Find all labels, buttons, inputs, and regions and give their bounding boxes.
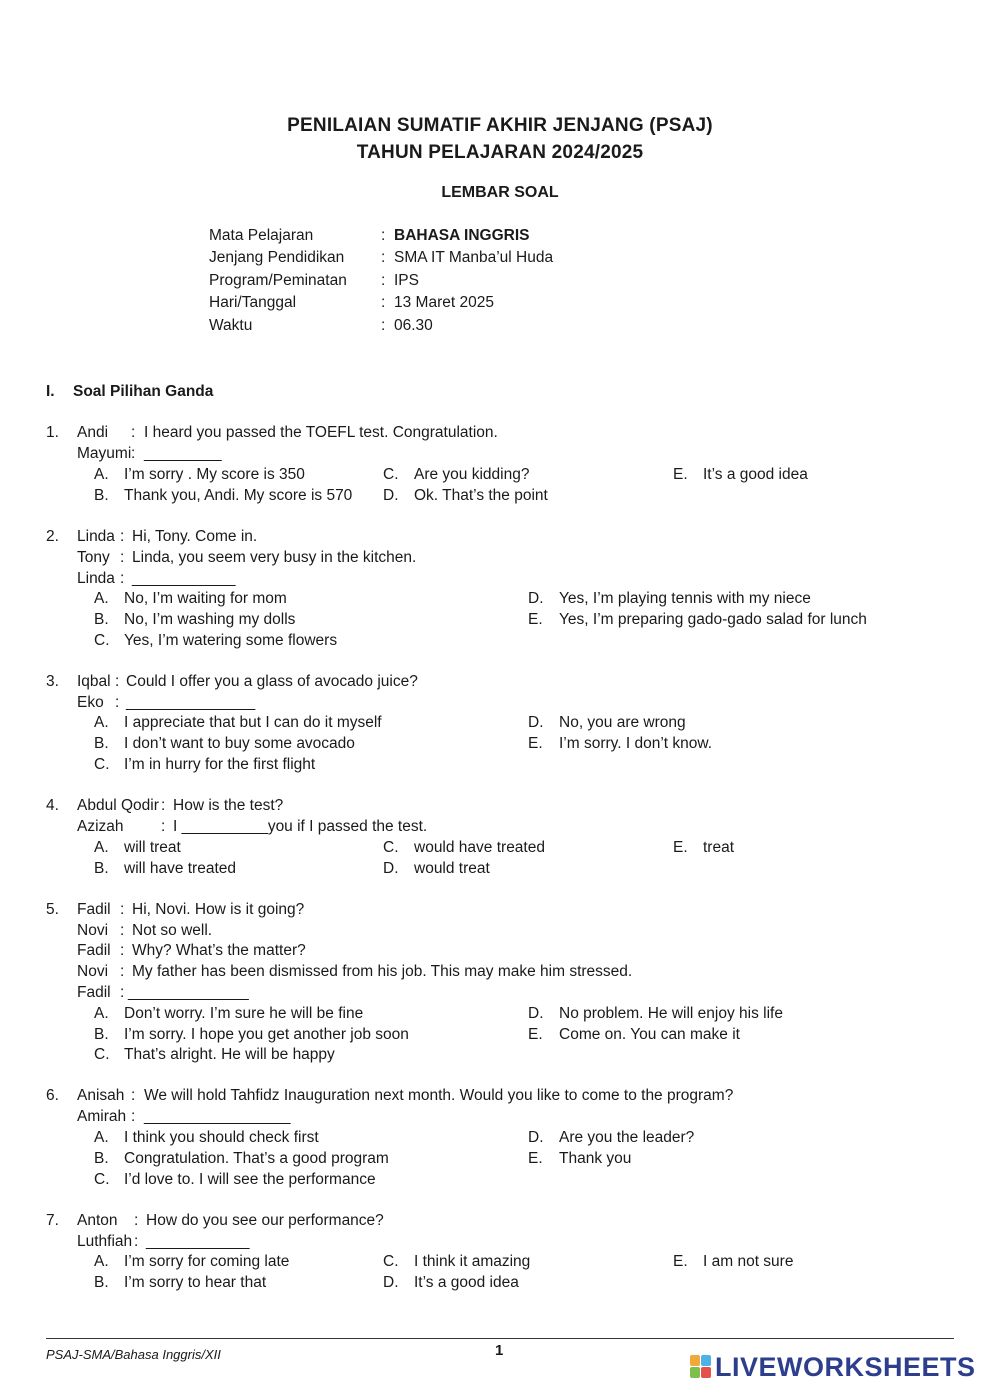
speaker: Tony	[77, 549, 110, 566]
speaker: Linda	[77, 528, 115, 545]
dialog-line: Why? What’s the matter?	[132, 942, 306, 959]
option-letter[interactable]: E.	[673, 1253, 688, 1270]
section-number: I.	[46, 383, 55, 400]
option-letter[interactable]: B.	[94, 1026, 109, 1043]
option-text[interactable]: I’m in hurry for the first flight	[124, 756, 316, 773]
option-letter[interactable]: A.	[94, 714, 109, 731]
dialog-colon: :	[120, 549, 125, 566]
info-colon: :	[381, 294, 386, 311]
dialog-line-with-blank[interactable]: I __________you if I passed the test.	[173, 818, 428, 835]
speaker: Fadil	[77, 942, 111, 959]
option-text[interactable]: Are you the leader?	[559, 1129, 695, 1146]
speaker: Luthfiah	[77, 1233, 133, 1250]
logo-text: LIVEWORKSHEETS	[715, 1352, 976, 1382]
dialog-line: I heard you passed the TOEFL test. Congratulation.	[144, 424, 498, 441]
question-number: 2.	[46, 528, 59, 545]
speaker: Novi	[77, 922, 109, 939]
dialog-colon: :	[131, 445, 136, 462]
dialog-colon: :	[134, 1212, 139, 1229]
info-label: Hari/Tanggal	[209, 294, 297, 311]
dialog-colon: :	[120, 901, 125, 918]
document-year: TAHUN PELAJARAN 2024/2025	[356, 142, 644, 163]
option-letter[interactable]: C.	[383, 1253, 399, 1270]
option-text[interactable]: Congratulation. That’s a good program	[124, 1150, 389, 1167]
question-number: 7.	[46, 1212, 59, 1229]
answer-blank[interactable]: ______________	[128, 984, 249, 1001]
info-colon: :	[381, 249, 386, 266]
option-letter[interactable]: C.	[94, 756, 110, 773]
footer-divider	[46, 1338, 954, 1339]
logo-square-red	[701, 1367, 711, 1378]
dialog-line: Hi, Tony. Come in.	[132, 528, 258, 545]
dialog-colon: :	[120, 984, 125, 1001]
speaker: Iqbal	[77, 673, 111, 690]
option-letter[interactable]: E.	[528, 611, 543, 628]
dialog-line: We will hold Tahfidz Inauguration next month. Would you like to come to the program?	[144, 1087, 734, 1104]
info-label: Jenjang Pendidikan	[209, 249, 345, 266]
option-text[interactable]: No, you are wrong	[559, 714, 686, 731]
speaker: Mayumi	[77, 445, 132, 462]
option-text[interactable]: Yes, I’m watering some flowers	[124, 632, 338, 649]
liveworksheets-logo[interactable]	[690, 1352, 976, 1383]
question-number: 1.	[46, 424, 59, 441]
option-letter[interactable]: B.	[94, 1274, 109, 1291]
answer-blank[interactable]: ____________	[146, 1233, 250, 1250]
info-colon: :	[381, 317, 386, 334]
info-colon: :	[381, 272, 386, 289]
dialog-colon: :	[115, 673, 120, 690]
option-text[interactable]: I am not sure	[703, 1253, 794, 1270]
option-letter[interactable]: C.	[383, 466, 399, 483]
option-letter[interactable]: B.	[94, 860, 109, 877]
speaker: Fadil	[77, 901, 111, 918]
document-subtitle: LEMBAR SOAL	[441, 184, 559, 201]
option-letter[interactable]: D.	[383, 1274, 399, 1291]
option-letter[interactable]: B.	[94, 487, 109, 504]
option-letter[interactable]: A.	[94, 1253, 109, 1270]
option-text[interactable]: I appreciate that but I can do it myself	[124, 714, 382, 731]
option-letter[interactable]: B.	[94, 735, 109, 752]
option-letter[interactable]: E.	[528, 1150, 543, 1167]
dialog-colon: :	[115, 694, 120, 711]
section-title: Soal Pilihan Ganda	[73, 383, 214, 400]
option-text[interactable]: I think you should check first	[124, 1129, 319, 1146]
option-letter[interactable]: A.	[94, 590, 109, 607]
option-text[interactable]: No, I’m washing my dolls	[124, 611, 296, 628]
option-letter[interactable]: B.	[94, 1150, 109, 1167]
dialog-colon: :	[134, 1233, 139, 1250]
option-letter[interactable]: E.	[673, 839, 688, 856]
option-text[interactable]: Thank you, Andi. My score is 570	[124, 487, 353, 504]
speaker: Eko	[77, 694, 104, 711]
speaker: Andi	[77, 424, 109, 441]
option-text[interactable]: No, I’m waiting for mom	[124, 590, 287, 607]
dialog-colon: :	[131, 424, 136, 441]
dialog-colon: :	[120, 570, 125, 587]
option-letter[interactable]: A.	[94, 466, 109, 483]
option-text[interactable]: would treat	[414, 860, 490, 877]
option-letter[interactable]: D.	[528, 1129, 544, 1146]
option-text[interactable]: Yes, I’m preparing gado-gado salad for lunch	[559, 611, 867, 628]
option-text[interactable]: Don’t worry. I’m sure he will be fine	[124, 1005, 364, 1022]
document-title: PENILAIAN SUMATIF AKHIR JENJANG (PSAJ)	[287, 115, 713, 136]
option-text[interactable]: would have treated	[414, 839, 545, 856]
logo-mark-icon	[690, 1355, 712, 1379]
dialog-line: My father has been dismissed from his job. This may make him stressed.	[132, 963, 633, 980]
option-text[interactable]: I don’t want to buy some avocado	[124, 735, 355, 752]
option-letter[interactable]: A.	[94, 1129, 109, 1146]
speaker: Anton	[77, 1212, 118, 1229]
dialog-colon: :	[161, 797, 166, 814]
dialog-line: Hi, Novi. How is it going?	[132, 901, 305, 918]
answer-blank[interactable]: _______________	[126, 694, 256, 711]
dialog-colon: :	[161, 818, 166, 835]
option-text[interactable]: It’s a good idea	[414, 1274, 519, 1291]
question-number: 3.	[46, 673, 59, 690]
dialog-line: Not so well.	[132, 922, 213, 939]
option-letter[interactable]: D.	[383, 487, 399, 504]
page-number: 1	[495, 1342, 504, 1359]
question-number: 5.	[46, 901, 59, 918]
dialog-line: How is the test?	[173, 797, 284, 814]
speaker: Abdul Qodir	[77, 797, 159, 814]
option-text[interactable]: I’m sorry. I don’t know.	[559, 735, 713, 752]
option-text[interactable]: That’s alright. He will be happy	[124, 1046, 335, 1063]
info-value: 06.30	[394, 317, 433, 334]
option-letter[interactable]: A.	[94, 839, 109, 856]
option-text[interactable]: No problem. He will enjoy his life	[559, 1005, 783, 1022]
option-letter[interactable]: D.	[528, 1005, 544, 1022]
option-text[interactable]: I’m sorry for coming late	[124, 1253, 290, 1270]
answer-blank[interactable]: _________	[144, 445, 222, 462]
option-text[interactable]: will have treated	[124, 860, 237, 877]
option-letter[interactable]: B.	[94, 611, 109, 628]
option-text[interactable]: Ok. That’s the point	[414, 487, 548, 504]
dialog-colon: :	[120, 922, 125, 939]
option-text[interactable]: I’d love to. I will see the performance	[124, 1171, 376, 1188]
info-value: IPS	[394, 272, 419, 289]
speaker: Novi	[77, 963, 109, 980]
option-text[interactable]: will treat	[124, 839, 181, 856]
option-letter[interactable]: D.	[528, 714, 544, 731]
dialog-line: Linda, you seem very busy in the kitchen.	[132, 549, 417, 566]
speaker: Linda	[77, 570, 115, 587]
option-text[interactable]: Thank you	[559, 1150, 632, 1167]
answer-blank[interactable]: ____________	[132, 570, 236, 587]
speaker: Amirah	[77, 1108, 127, 1125]
option-letter[interactable]: D.	[528, 590, 544, 607]
option-letter[interactable]: E.	[528, 735, 543, 752]
info-label: Mata Pelajaran	[209, 227, 314, 244]
option-text[interactable]: I’m sorry . My score is 350	[124, 466, 305, 483]
dialog-colon: :	[120, 963, 125, 980]
dialog-line: How do you see our performance?	[146, 1212, 384, 1229]
dialog-colon: :	[120, 528, 125, 545]
option-text[interactable]: Yes, I’m playing tennis with my niece	[559, 590, 811, 607]
speaker: Fadil	[77, 984, 111, 1001]
option-text[interactable]: I’m sorry to hear that	[124, 1274, 267, 1291]
option-text[interactable]: I think it amazing	[414, 1253, 531, 1270]
info-value-subject: BAHASA INGGRIS	[394, 227, 530, 244]
answer-blank[interactable]: _________________	[144, 1108, 291, 1125]
dialog-colon: :	[131, 1108, 136, 1125]
option-letter[interactable]: C.	[94, 1046, 110, 1063]
option-letter[interactable]: E.	[673, 466, 688, 483]
option-text[interactable]: Are you kidding?	[414, 466, 530, 483]
logo-square-blue	[701, 1355, 711, 1366]
dialog-colon: :	[131, 1087, 136, 1104]
speaker: Azizah	[77, 818, 124, 835]
logo-square-orange	[690, 1355, 700, 1366]
option-letter[interactable]: C.	[383, 839, 399, 856]
dialog-line: Could I offer you a glass of avocado juice?	[126, 673, 418, 690]
question-number: 4.	[46, 797, 59, 814]
info-label: Program/Peminatan	[209, 272, 347, 289]
question-number: 6.	[46, 1087, 59, 1104]
option-letter[interactable]: D.	[383, 860, 399, 877]
footer-doc-code: PSAJ-SMA/Bahasa Inggris/XII	[46, 1347, 221, 1362]
option-letter[interactable]: E.	[528, 1026, 543, 1043]
option-text[interactable]: Come on. You can make it	[559, 1026, 740, 1043]
info-label: Waktu	[209, 317, 253, 334]
option-letter[interactable]: C.	[94, 632, 110, 649]
option-letter[interactable]: C.	[94, 1171, 110, 1188]
speaker: Anisah	[77, 1087, 125, 1104]
option-text[interactable]: treat	[703, 839, 735, 856]
dialog-colon: :	[120, 942, 125, 959]
option-letter[interactable]: A.	[94, 1005, 109, 1022]
option-text[interactable]: I’m sorry. I hope you get another job soon	[124, 1026, 409, 1043]
logo-square-green	[690, 1367, 700, 1378]
option-text[interactable]: It’s a good idea	[703, 466, 808, 483]
info-value: 13 Maret 2025	[394, 294, 494, 311]
info-value: SMA IT Manba’ul Huda	[394, 249, 554, 266]
info-colon: :	[381, 227, 386, 244]
